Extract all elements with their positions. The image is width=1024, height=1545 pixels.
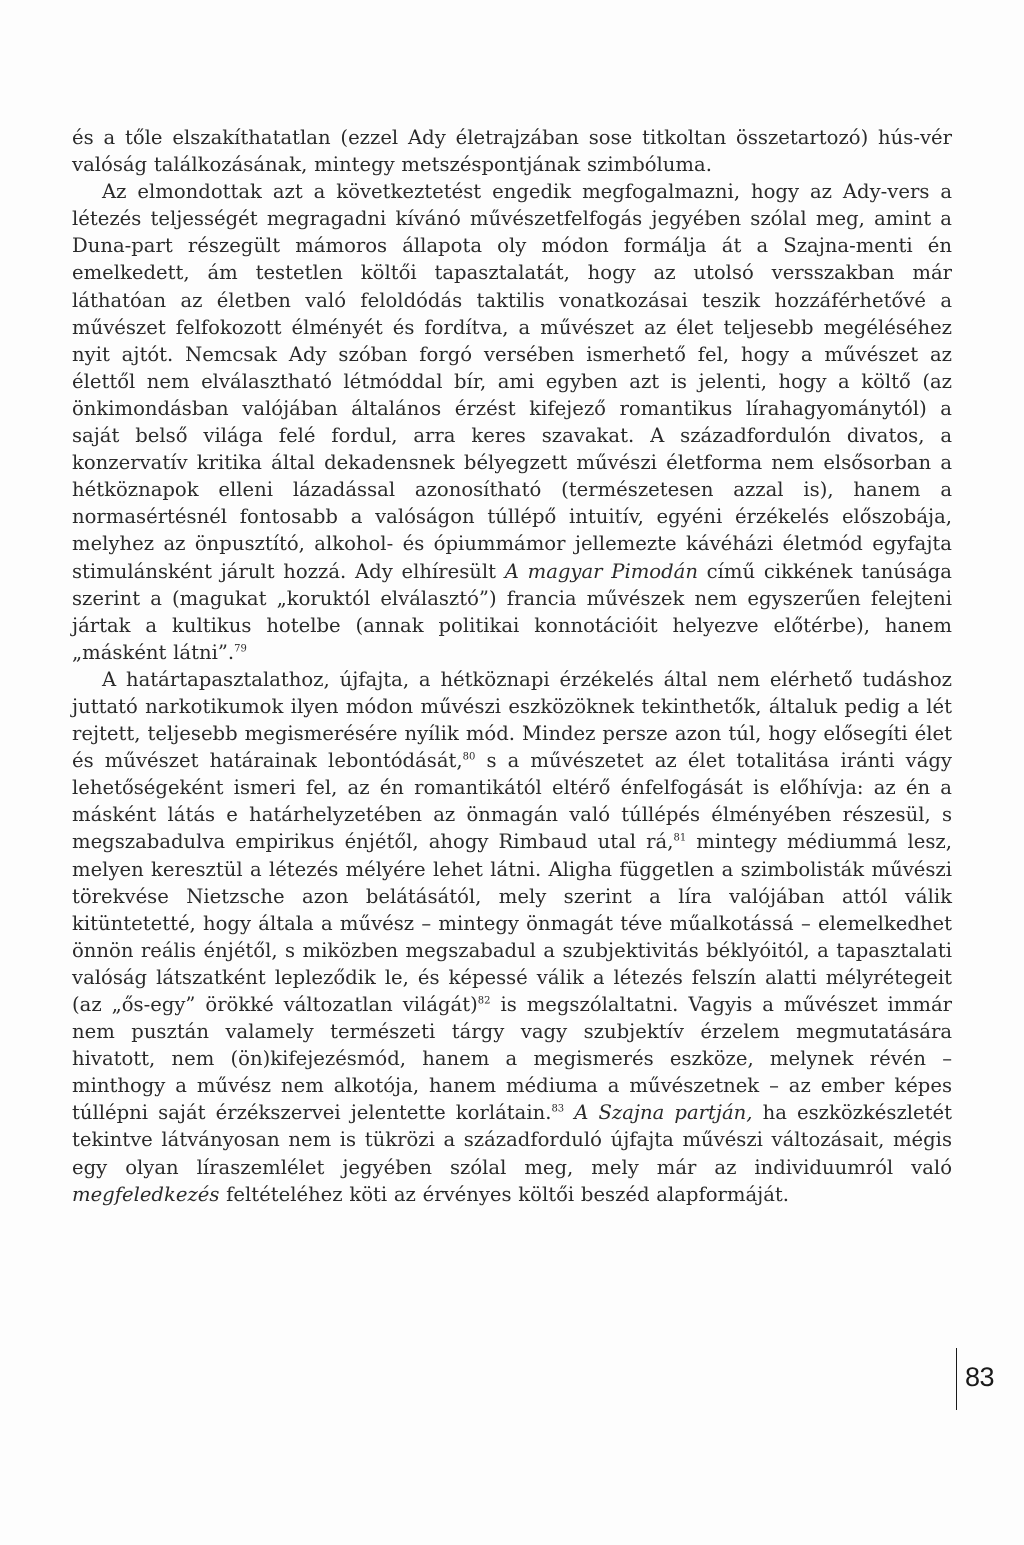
text-run: A határtapasztalathoz, újfajta, a hétköznapi érzékelés által nem elérhető tudáshoz juttató narkotikumok ilyen módon művészi eszközöknek tekinthetők, általuk pedig a lét rejtett, teljesebb megismerésére nyílik mód. Mindez persze azon túl, hogy elősegíti élet és művészet határainak lebontódását,	[72, 667, 952, 773]
page-number: 83	[965, 1362, 995, 1392]
body-text	[72, 124, 952, 1208]
footnote-ref: 80	[462, 751, 476, 763]
footnote-ref: 79	[234, 643, 247, 655]
paragraph	[72, 124, 952, 178]
text-run: és a tőle elszakíthatatlan (ezzel Ady életrajzában sose titkoltan összetartozó) hús-vér valóság találkozásának, mintegy metszéspontjának szimbóluma.	[72, 126, 952, 177]
text-run: s a művészetet az élet totalitása iránti vágy lehetőségeként ismeri fel, az én romantikától eltérő énfelfogását is előhívja: az én a másként látás e határhelyzetében az önmagán való túllépés élményében részesül, s megszabadulva empirikus énjétől, ahogy Rimbaud utal rá,	[72, 749, 952, 854]
italic-title: megfeledkezés	[72, 1182, 220, 1206]
text-run: ha eszközkészletét tekintve látványosan nem is tükrözi a századforduló újfajta művészi változásait, mégis egy olyan líraszemlélet jegyében szólal meg, mely már az individuumról való	[72, 1101, 952, 1179]
text-run: Az elmondottak azt a következtetést engedik megfogalmazni, hogy az Ady-vers a létezés teljességét megragadni kívánó művészetfelfogás jegyében szólal meg, amint a Duna-part részegült mámoros állapota oly módon formálja át a Szajna-menti én emelkedett, ám testetlen költői tapasztalatát, hogy az utolsó versszakban már láthatóan az életben való feloldódás taktilis vonatkozásai teszik hozzáférhetővé a művészet felfokozott élményét és fordítva, a művészet az élet teljesebb megéléséhez nyit ajtót. Nemcsak Ady szóban forgó versében ismerhető fel, hogy a művészet az élettől nem elválasztható létmóddal bír, ami egyben azt is jelenti, hogy a költő (az önkimondásban valójában általános érzést kifejező romantikus lírahagyománytól) a saját belső világa felé fordul, arra keres szavakat. A századfordulón divatos, a konzervatív kritika által dekadensnek bélyegzett művészi életforma nem elsősorban a hétköznapok elleni lázadással azonosítható (természetesen azzal is), hanem a normasértésnél fontosabb a valóságon túllépő intuitív, egyéni érzékelés előszobája, melyhez az önpusztító, alkohol- és ópiummámor jellemezte kávéházi életmód egyfajta stimulánsként járult hozzá. Ady elhíresült	[72, 180, 952, 583]
footnote-ref: 81	[673, 832, 687, 844]
text-run: feltételéhez köti az érvényes költői beszéd alapformáját.	[219, 1182, 789, 1206]
text-run: mintegy médiummá lesz, melyen keresztül a létezés mélyére lehet látni. Aligha független a szimbolisták művészi törekvése Nietzsche azon belátásától, mely szerint a líra valójában attól válik kitüntetetté, hogy általa a művész – mintegy önmagát téve műalkotássá – elemelkedhet önnön reális énjétől, s miközben megszabadul a szubjektivitás béklyóitól, a tapasztalati valóság látszatként lepleződik le, és képessé válik a létezés felszín alatti mélyrétegeit (az „ős-egy” örökké változatlan világát)	[72, 830, 952, 1016]
page-number-block	[956, 1348, 1017, 1410]
footnote-ref: 82	[477, 995, 491, 1007]
italic-title: A magyar Pimodán	[504, 559, 698, 583]
text-run: is megszólaltatni. Vagyis a művészet immár nem pusztán valamely természeti tárgy vagy szubjektív érzelem megmutatására hivatott, nem (ön)kifejezésmód, hanem a megismerés eszköze, melynek révén – minthogy a művész nem alkotója, hanem médiuma a művészetnek – az ember képes túllépni saját érzékszervei jelentette korlátain.	[72, 993, 952, 1125]
paragraph	[72, 178, 952, 666]
italic-title: A Szajna partján,	[574, 1101, 753, 1125]
text-run: című cikkének tanúsága szerint a (magukat „koruktól elválasztó”) francia művészek nem egyszerűen felejteni jártak a kultikus hotelbe (annak politikai konnotációit helyezve előtérbe), hanem „másként látni”.	[72, 559, 952, 664]
paragraph	[72, 666, 952, 1208]
footnote-ref: 83	[551, 1103, 565, 1115]
text-run	[564, 1101, 574, 1124]
